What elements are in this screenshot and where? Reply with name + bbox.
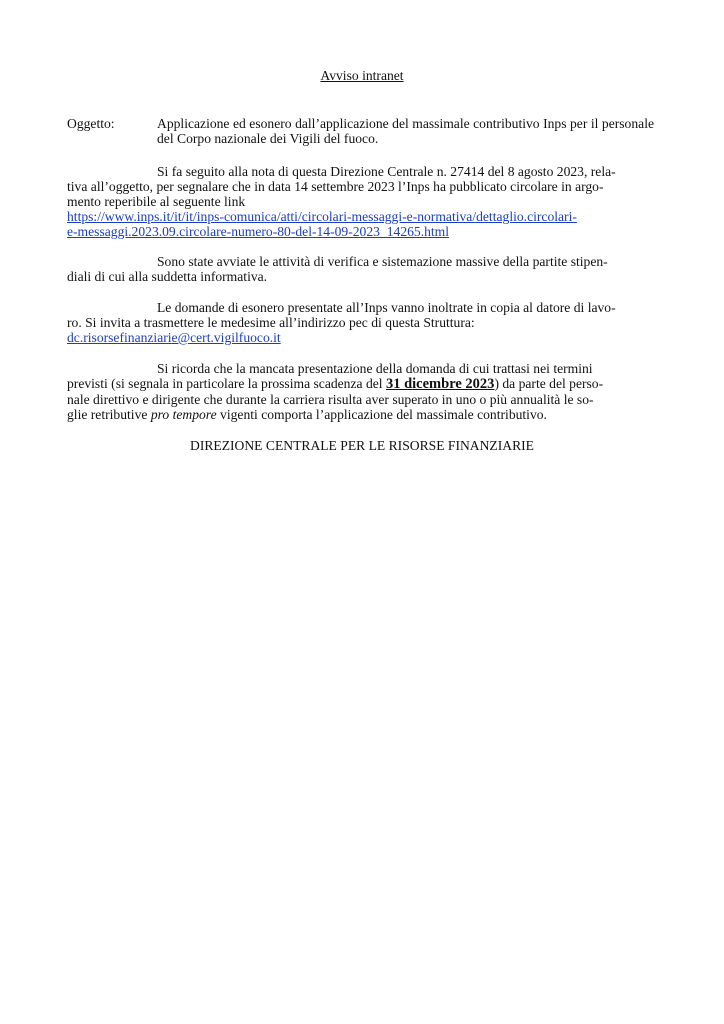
subject-label: Oggetto: [67,116,115,131]
paragraph-line-thresholds [67,407,654,422]
paragraph-line: Sono state avviate le attività di verifica e sistemazione massive della partite stipen- [157,254,608,269]
paragraph-line: Le domande di esonero presentate all’Inps vanno inoltrate in copia al datore di lavo- [157,300,616,315]
paragraph-line: Si ricorda che la mancata presentazione della domanda di cui trattasi nei termini [157,361,593,376]
pro-tempore-text: pro tempore [150,407,217,422]
inps-circular-link[interactable]: https://www.inps.it/it/it/inps-comunica/atti/circolari-messaggi-e-normativa/dettaglio.circolari- [67,209,577,224]
thresholds-text-after: vigenti comporta l’applicazione del massimale contributivo. [220,407,547,422]
deadline-date: 31 dicembre 2023 [385,376,495,392]
paragraph-line: mento reperibile al seguente link [67,194,246,209]
paragraph-reference-note [67,164,654,239]
document-title: Avviso intranet [320,68,404,83]
paragraph-line: Si fa seguito alla nota di questa Direzione Centrale n. 27414 del 8 agosto 2023, rela- [157,164,616,179]
inps-circular-link-continued[interactable]: e-messaggi.2023.09.circolare-numero-80-del-14-09-2023_14265.html [67,224,450,239]
signature-office: DIREZIONE CENTRALE PER LE RISORSE FINANZIARIE [190,438,534,453]
paragraph-line: nale direttivo e dirigente che durante la carriera risulta aver superato in uno o più annualità le so- [67,392,594,407]
deadline-text-after: ) da parte del perso- [494,376,604,391]
paragraph-exemption-requests [67,300,654,345]
paragraph-verification [67,254,654,284]
subject-text: Applicazione ed esonero dall’applicazione del massimale contributivo Inps per il personale del Corpo nazionale dei Vigili del fuoco. [157,116,654,146]
paragraph-line-deadline [67,376,654,392]
pec-email-link[interactable]: dc.risorsefinanziarie@cert.vigilfuoco.it [67,330,281,345]
deadline-text-before: previsti (si segnala in particolare la prossima scadenza del [67,376,383,391]
paragraph-line: ro. Si invita a trasmettere le medesime all’indirizzo pec di questa Struttura: [67,315,475,330]
paragraph-line: tiva all’oggetto, per segnalare che in data 14 settembre 2023 l’Inps ha pubblicato circolare in argo- [67,179,604,194]
paragraph-line: diali di cui alla suddetta informativa. [67,269,268,284]
thresholds-text-before: glie retributive [67,407,148,422]
paragraph-deadline-reminder [67,361,654,422]
